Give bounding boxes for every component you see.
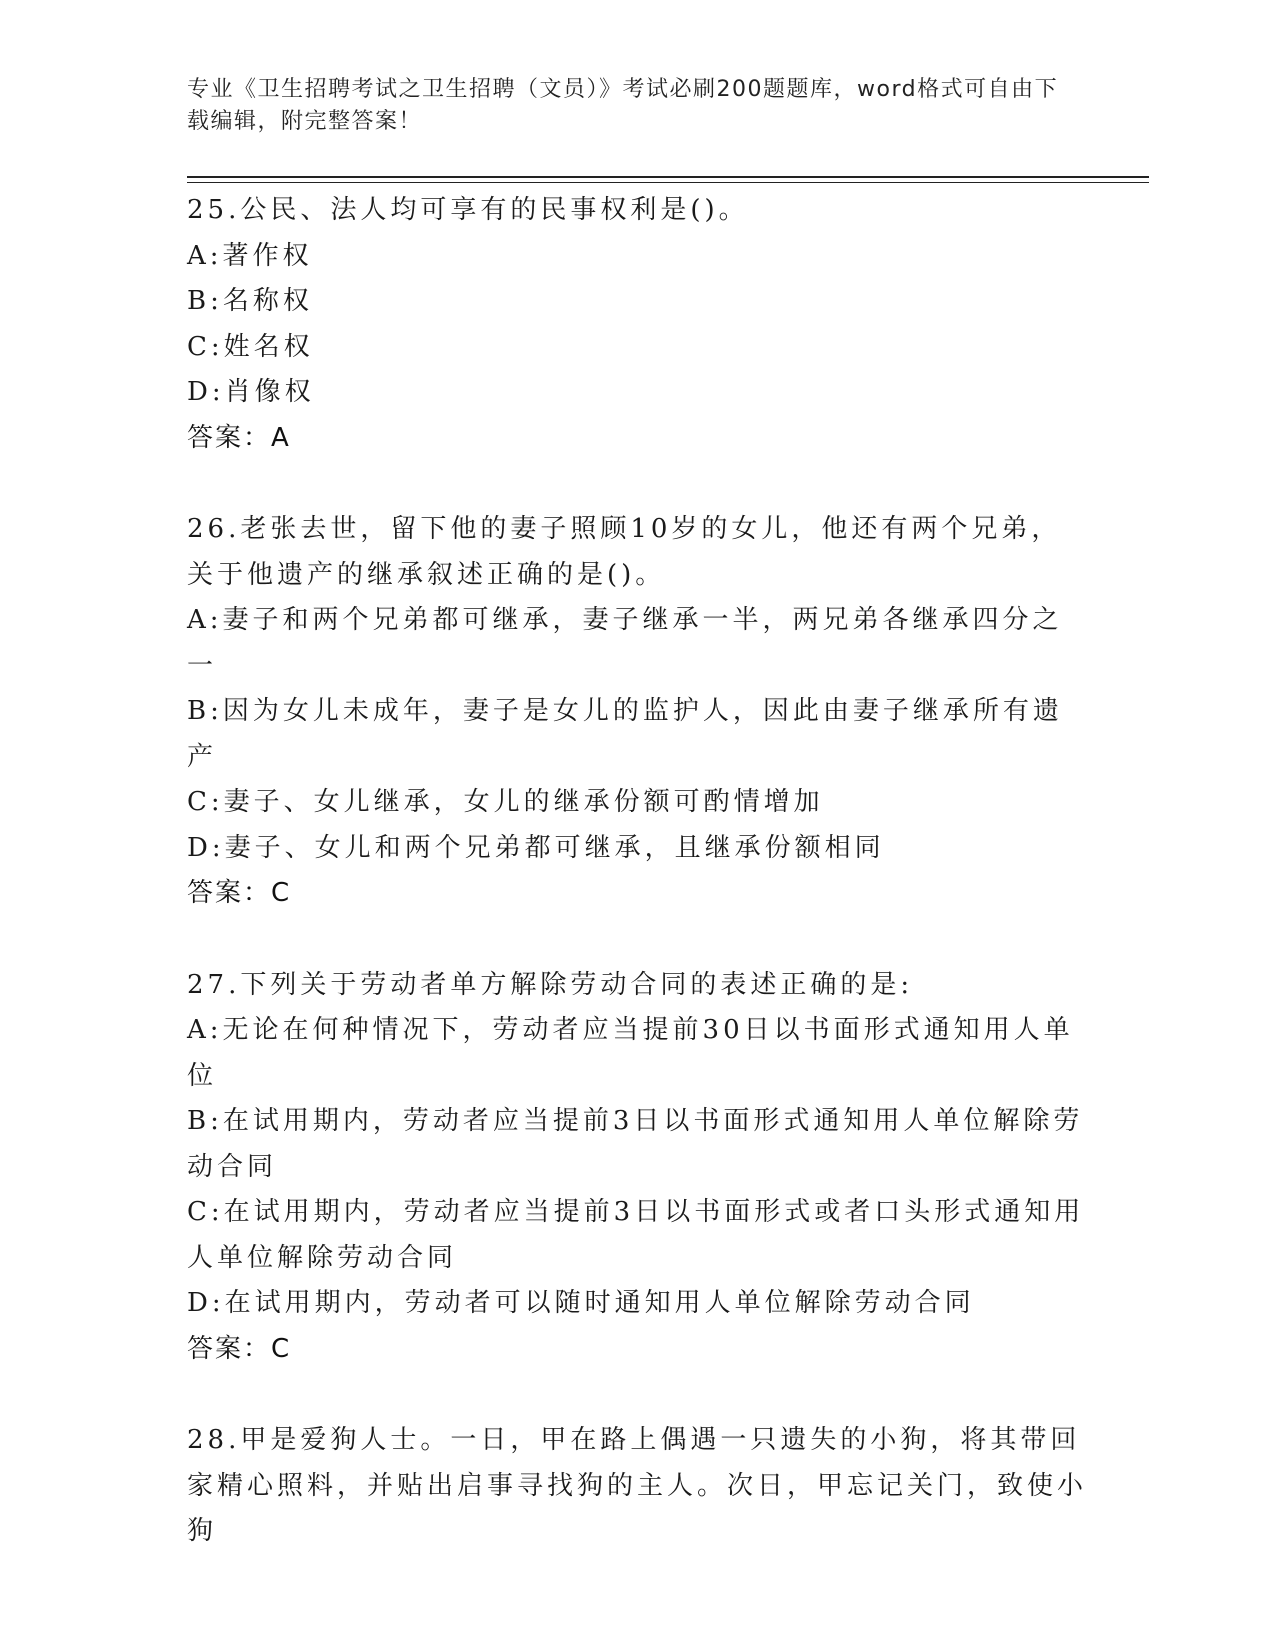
question-stem: 27.下列关于劳动者单方解除劳动合同的表述正确的是: [187,969,914,1000]
answer-line: 答案：C [187,878,292,908]
option-b: B:因为女儿未成年，妻子是女儿的监护人，因此由妻子继承所有遗产 [187,696,1063,772]
option-d: D:在试用期内，劳动者可以随时通知用人单位解除劳动合同 [187,1288,975,1318]
option-c: C:在试用期内，劳动者应当提前3日以书面形式或者口头形式通知用人单位解除劳动合同 [187,1197,1085,1273]
question-25 [187,188,1087,461]
option-c: C:妻子、女儿继承，女儿的继承份额可酌情增加 [187,787,824,817]
question-list [187,188,1087,1601]
header-divider-thick [187,176,1149,178]
answer-line: 答案：A [187,422,291,453]
option-c: C:姓名权 [187,331,314,362]
document-header: 专业《卫生招聘考试之卫生招聘（文员）》考试必刷200题题库，word格式可自由下载编辑，附完整答案！ [187,77,1059,134]
question-stem: 26.老张去世，留下他的妻子照顾10岁的女儿，他还有两个兄弟，关于他遗产的继承叙述正确的是()。 [187,514,1062,590]
question-stem: 25.公民、法人均可享有的民事权利是()。 [187,195,749,225]
option-a: A:著作权 [187,240,313,271]
question-stem: 28.甲是爱狗人士。一日，甲在路上偶遇一只遗失的小狗，将其带回家精心照料，并贴出启事寻找狗的主人。次日，甲忘记关门，致使小狗 [187,1425,1088,1546]
option-b: B:名称权 [187,286,313,316]
question-28 [187,1418,1087,1555]
option-b: B:在试用期内，劳动者应当提前3日以书面形式通知用人单位解除劳动合同 [187,1106,1084,1182]
option-d: D:妻子、女儿和两个兄弟都可继承，且继承份额相同 [187,832,885,863]
option-a: A:无论在何种情况下，劳动者应当提前30日以书面形式通知用人单位 [187,1015,1074,1091]
option-a: A:妻子和两个兄弟都可继承，妻子继承一半，两兄弟各继承四分之一 [187,605,1063,681]
answer-line: 答案：C [187,1333,292,1364]
question-26 [187,507,1087,917]
question-27 [187,963,1087,1373]
option-d: D:肖像权 [187,377,315,407]
header-divider-thin [187,182,1149,183]
